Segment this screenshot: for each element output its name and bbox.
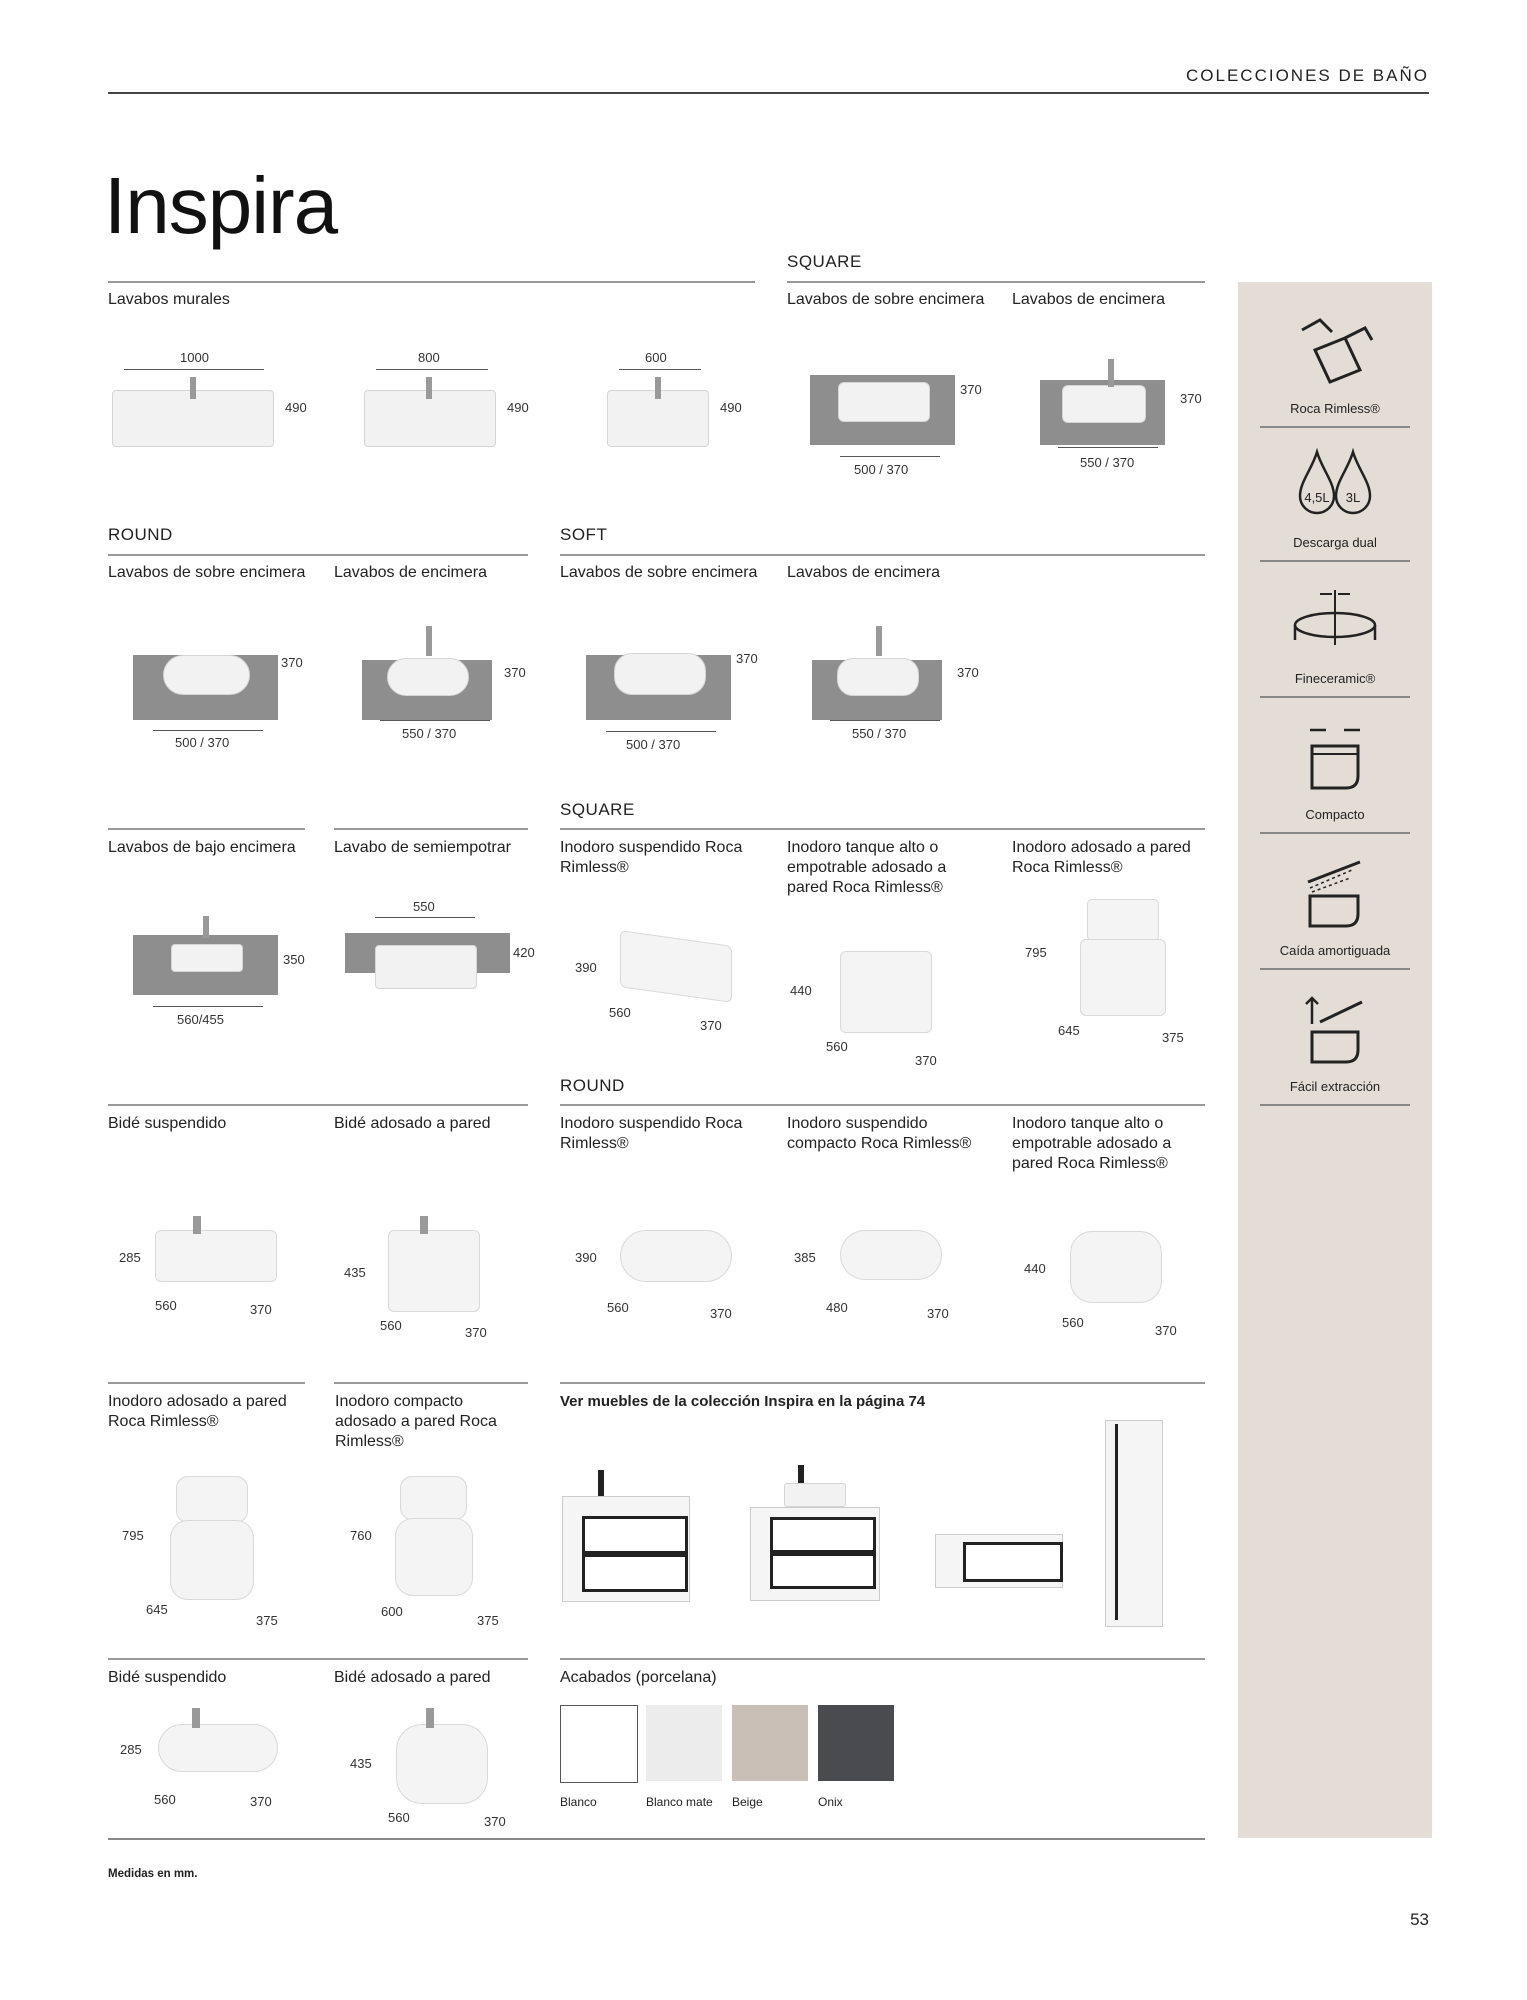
- dim-depth: 490: [285, 400, 307, 415]
- furniture-vanity-2: [750, 1465, 880, 1605]
- section-rule: [108, 828, 305, 830]
- product-image-rd-inodoro-adosado: [118, 1470, 318, 1630]
- product-image-lavabo-600: [605, 345, 742, 470]
- drawer-front: [770, 1517, 876, 1553]
- dim-base: 500 / 370: [854, 462, 909, 477]
- product-image-bide-adosado-2: [348, 1700, 548, 1830]
- dim-depth: 370: [484, 1814, 506, 1829]
- muebles-note[interactable]: Ver muebles de la colección Inspira en la página 74: [560, 1393, 926, 1410]
- dim-base: 500 / 370: [175, 735, 230, 750]
- section-rule: [108, 1382, 305, 1384]
- toilet-shape: [1070, 1231, 1162, 1303]
- dim-height: 795: [1025, 945, 1047, 960]
- product-image-bide-adosado: [340, 1210, 540, 1340]
- section-rule: [108, 1104, 528, 1106]
- dim-depth: 490: [720, 400, 742, 415]
- swatch-label: Blanco mate: [646, 1795, 713, 1809]
- dim-line: [619, 369, 701, 370]
- basin-shape: [163, 655, 250, 695]
- tank-shape: [1087, 899, 1159, 941]
- feature-fineceramic: [1260, 580, 1410, 698]
- dim-line: [1058, 447, 1158, 448]
- product-label: Inodoro adosado a pared Roca Rimless®: [108, 1393, 287, 1430]
- furniture-column: [1105, 1420, 1165, 1630]
- dim-width: 560: [1062, 1315, 1084, 1330]
- swatch-onix: [818, 1705, 894, 1781]
- feature-rule: [1260, 1104, 1410, 1106]
- furniture-drawer-unit: [935, 1530, 1065, 1590]
- dim-height: 385: [794, 1250, 816, 1265]
- dim-depth: 370: [927, 1306, 949, 1321]
- section-rule: [108, 281, 755, 283]
- dim-width: 1000: [180, 350, 209, 365]
- feature-label: Caída amortiguada: [1279, 943, 1391, 958]
- dim-line: [840, 456, 940, 457]
- section-square: SQUARE: [787, 252, 862, 271]
- dim-width: 560: [380, 1318, 402, 1333]
- dim-base: 550 / 370: [852, 726, 907, 741]
- footer-rule: [108, 1838, 1205, 1840]
- drawer-front: [963, 1542, 1063, 1582]
- faucet-icon: [190, 377, 196, 399]
- dim-base: 500 / 370: [626, 737, 681, 752]
- basin-shape: [614, 653, 706, 695]
- toilet-shape: [1080, 939, 1166, 1016]
- faucet-icon: [193, 1216, 201, 1234]
- product-label: Bidé adosado a pared: [334, 1669, 491, 1686]
- dim-height: 760: [350, 1528, 372, 1543]
- section-rule: [787, 281, 1205, 283]
- dim-depth: 370: [915, 1053, 937, 1068]
- cabinet-shape: [1105, 1420, 1163, 1627]
- product-label: Lavabos de bajo encimera: [108, 839, 296, 856]
- feature-rule: [1260, 968, 1410, 970]
- toilet-shape: [620, 930, 732, 1003]
- dim-side: 370: [957, 665, 979, 680]
- dim-depth: 375: [1162, 1030, 1184, 1045]
- feature-easy-removal: [1260, 988, 1410, 1106]
- faucet-icon: [798, 1465, 804, 1485]
- product-image-lavabo-1000: [110, 345, 307, 470]
- faucet-icon: [1108, 359, 1114, 387]
- faucet-icon: [876, 626, 882, 656]
- dim-line: [830, 720, 940, 721]
- section-rule: [560, 1104, 1205, 1106]
- soft-close-icon: [1290, 852, 1380, 932]
- product-image-rd-inodoro-compacto: [792, 1220, 992, 1330]
- product-label: Inodoro compacto adosado a pared Roca Rimless®: [335, 1393, 497, 1450]
- faucet-icon: [598, 1470, 604, 1496]
- feature-label: Compacto: [1305, 807, 1365, 822]
- dim-width: 560: [154, 1792, 176, 1807]
- basin-shape: [375, 945, 477, 989]
- measurements-note: Medidas en mm.: [108, 1868, 198, 1880]
- dim-width: 560: [607, 1300, 629, 1315]
- product-label: Bidé suspendido: [108, 1115, 227, 1132]
- drawer-front: [770, 1553, 876, 1589]
- dim-side: 370: [1180, 391, 1202, 406]
- dim-width: 800: [418, 350, 440, 365]
- dim-width: 645: [146, 1602, 168, 1617]
- swatch-label: Blanco: [560, 1795, 597, 1809]
- product-image-lavabo-800: [362, 345, 529, 470]
- compact-icon: [1290, 716, 1380, 796]
- product-image-bajo-encimera: [133, 910, 323, 1035]
- dim-line: [380, 720, 490, 721]
- bidet-shape: [396, 1724, 488, 1804]
- page-number: 53: [1410, 1910, 1429, 1929]
- product-label: Lavabo de semiempotrar: [334, 839, 511, 856]
- product-image-sq-inodoro-tanque: [790, 945, 990, 1068]
- product-label: Inodoro suspendido compacto Roca Rimless®: [787, 1115, 972, 1152]
- finish-swatches: [560, 1705, 940, 1815]
- basin-shape: [837, 658, 919, 696]
- dim-depth: 490: [507, 400, 529, 415]
- product-label: Lavabos de encimera: [1012, 291, 1165, 308]
- dim-depth: 370: [1155, 1323, 1177, 1338]
- dim-height: 285: [119, 1250, 141, 1265]
- product-image-sf-encimera: [812, 620, 992, 750]
- section-soft: SOFT: [560, 525, 608, 544]
- product-label: Inodoro suspendido Roca Rimless®: [560, 1115, 743, 1152]
- dim-base: 560/455: [177, 1012, 224, 1027]
- dim-side: 370: [504, 665, 526, 680]
- toilet-shape: [840, 1230, 942, 1280]
- product-image-sf-sobre: [586, 625, 766, 755]
- product-label: Lavabos de encimera: [334, 564, 487, 581]
- feature-label: Roca Rimless®: [1290, 401, 1380, 416]
- drawer-front: [582, 1516, 688, 1554]
- swatch-beige: [732, 1705, 808, 1781]
- faucet-icon: [426, 1708, 434, 1728]
- dim-depth: 375: [477, 1613, 499, 1628]
- product-label: Bidé suspendido: [108, 1669, 227, 1686]
- section-rule: [108, 554, 528, 556]
- swatch-blanco: [560, 1705, 638, 1783]
- product-image-rd-encimera: [362, 620, 542, 750]
- faucet-icon: [420, 1216, 428, 1234]
- dim-width: 645: [1058, 1023, 1080, 1038]
- dim-height: 795: [122, 1528, 144, 1543]
- column-edge: [1115, 1424, 1118, 1620]
- toilet-shape: [395, 1518, 473, 1596]
- dual-flush-large-text: 4,5L: [1304, 490, 1330, 505]
- header-rule: [108, 92, 1429, 94]
- dim-height: 440: [1024, 1261, 1046, 1276]
- dim-side: 370: [736, 651, 758, 666]
- feature-dual-flush: [1260, 444, 1410, 562]
- product-image-rd-inodoro-tanque: [1020, 1225, 1220, 1345]
- dim-depth: 370: [710, 1306, 732, 1321]
- product-label: Inodoro suspendido Roca Rimless®: [560, 839, 743, 876]
- toilet-shape: [170, 1520, 254, 1600]
- dim-line: [606, 731, 716, 732]
- product-label: Lavabos de encimera: [787, 564, 940, 581]
- basin-shape: [387, 658, 469, 696]
- dim-depth: 370: [250, 1302, 272, 1317]
- dim-width: 560: [826, 1039, 848, 1054]
- feature-label: Descarga dual: [1293, 535, 1377, 550]
- dim-width: 560: [155, 1298, 177, 1313]
- dim-height: 440: [790, 983, 812, 998]
- basin-shape: [1062, 385, 1146, 423]
- tank-shape: [176, 1476, 248, 1523]
- dim-side: 420: [513, 945, 535, 960]
- features-sidebar: [1238, 282, 1432, 1838]
- page-title: Inspira: [104, 161, 338, 250]
- product-image-rd-sobre: [133, 625, 313, 755]
- dim-height: 285: [120, 1742, 142, 1757]
- product-label: Lavabos murales: [108, 291, 230, 308]
- bidet-shape: [155, 1230, 277, 1282]
- section-round: ROUND: [108, 525, 173, 544]
- dim-depth: 370: [465, 1325, 487, 1340]
- tank-shape: [400, 1476, 467, 1520]
- dim-side: 350: [283, 952, 305, 967]
- dim-height: 435: [344, 1265, 366, 1280]
- section-rule: [108, 1658, 528, 1660]
- section-round: ROUND: [560, 1076, 625, 1095]
- feature-rule: [1260, 426, 1410, 428]
- product-label: Lavabos de sobre encimera: [787, 291, 985, 308]
- dim-height: 390: [575, 1250, 597, 1265]
- faucet-icon: [655, 377, 661, 399]
- basin-shape: [784, 1483, 846, 1507]
- dim-line: [375, 917, 475, 918]
- feature-compact: [1260, 716, 1410, 834]
- basin-shape: [838, 382, 930, 422]
- bidet-shape: [388, 1230, 480, 1312]
- fineceramic-icon: [1290, 580, 1380, 660]
- product-image-rd-inodoro-compacto-adosado: [345, 1470, 545, 1630]
- feature-rule: [1260, 832, 1410, 834]
- faucet-icon: [192, 1708, 200, 1728]
- product-label: Inodoro tanque alto o empotrable adosado a pared Roca Rimless®: [1012, 1115, 1172, 1172]
- swatch-label: Beige: [732, 1795, 763, 1809]
- feature-rimless: [1260, 310, 1410, 428]
- bidet-shape: [158, 1724, 278, 1772]
- dim-height: 435: [350, 1756, 372, 1771]
- section-rule: [560, 554, 1205, 556]
- product-image-rd-inodoro-susp: [575, 1220, 775, 1330]
- product-label: Inodoro tanque alto o empotrable adosado a pared Roca Rimless®: [787, 839, 947, 896]
- easy-removal-icon: [1290, 988, 1380, 1068]
- section-square: SQUARE: [560, 800, 635, 819]
- dim-depth: 370: [250, 1794, 272, 1809]
- section-rule: [560, 828, 1205, 830]
- product-image-sq-inodoro-adosado: [1022, 895, 1222, 1055]
- dim-line: [124, 369, 264, 370]
- dual-flush-small-text: 3L: [1345, 490, 1361, 505]
- product-label: Bidé adosado a pared: [334, 1115, 491, 1132]
- section-rule: [560, 1382, 1205, 1384]
- product-image-semiempotrar: [345, 895, 545, 1025]
- dim-side: 370: [960, 382, 982, 397]
- product-image-bide-susp-2: [118, 1700, 318, 1815]
- section-rule: [334, 1382, 528, 1384]
- section-rule: [560, 1658, 1205, 1660]
- feature-rule: [1260, 560, 1410, 562]
- product-label: Inodoro adosado a pared Roca Rimless®: [1012, 839, 1191, 876]
- swatch-label: Onix: [818, 1795, 843, 1809]
- section-rule: [334, 828, 528, 830]
- product-label: Lavabos de sobre encimera: [108, 564, 306, 581]
- dim-base: 550 / 370: [1080, 455, 1135, 470]
- dim-depth: 370: [700, 1018, 722, 1033]
- dim-line: [153, 1006, 263, 1007]
- faucet-icon: [426, 626, 432, 656]
- dim-depth: 375: [256, 1613, 278, 1628]
- product-image-sq-inodoro-susp: [575, 930, 775, 1033]
- swatch-blanco-mate: [646, 1705, 722, 1781]
- dim-height: 390: [575, 960, 597, 975]
- toilet-shape: [840, 951, 932, 1033]
- drawer-front: [582, 1554, 688, 1592]
- product-image-sq-encimera: [1040, 355, 1220, 475]
- dim-width: 480: [826, 1300, 848, 1315]
- acabados-title: Acabados (porcelana): [560, 1669, 717, 1686]
- toilet-shape: [620, 1230, 732, 1282]
- collection-label: COLECCIONES DE BAÑO: [1186, 66, 1429, 85]
- dim-width: 560: [609, 1005, 631, 1020]
- dim-line: [376, 369, 488, 370]
- feature-label: Fineceramic®: [1294, 671, 1376, 686]
- feature-soft-close: [1260, 852, 1410, 970]
- dim-width: 560: [388, 1810, 410, 1825]
- dim-width: 600: [645, 350, 667, 365]
- faucet-icon: [203, 916, 209, 938]
- dim-line: [153, 730, 263, 731]
- basin-shape: [171, 944, 243, 972]
- product-image-sq-sobre: [810, 360, 990, 480]
- rimless-icon: [1290, 310, 1380, 390]
- feature-label: Fácil extracción: [1289, 1079, 1381, 1094]
- dim-side: 370: [281, 655, 303, 670]
- product-image-bide-susp: [115, 1210, 315, 1320]
- furniture-vanity-1: [562, 1470, 692, 1605]
- dim-width: 600: [381, 1604, 403, 1619]
- dual-flush-icon: [1290, 444, 1380, 524]
- dim-top: 550: [413, 899, 435, 914]
- product-label: Lavabos de sobre encimera: [560, 564, 758, 581]
- faucet-icon: [426, 377, 432, 399]
- feature-rule: [1260, 696, 1410, 698]
- dim-base: 550 / 370: [402, 726, 457, 741]
